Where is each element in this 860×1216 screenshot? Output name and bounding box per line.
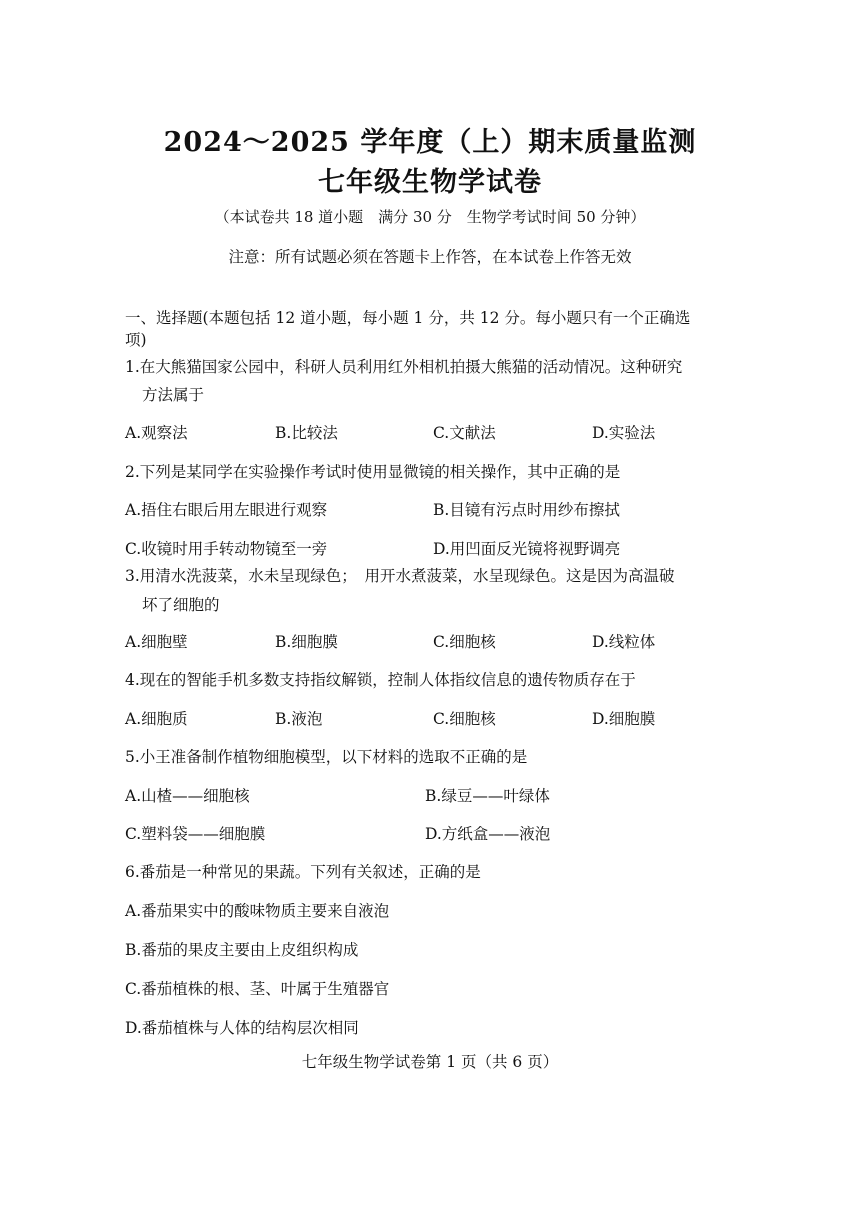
section-heading-cont: 项) xyxy=(125,331,147,349)
question-1-option-a: A.观察法 xyxy=(125,424,188,442)
question-1-option-d: D.实验法 xyxy=(592,424,656,442)
question-5-option-c: C.塑料袋——细胞膜 xyxy=(125,825,266,843)
question-5-option-b: B.绿豆——叶绿体 xyxy=(425,787,550,805)
question-1-option-b: B.比较法 xyxy=(275,424,338,442)
question-3-stem-cont: 坏了细胞的 xyxy=(142,596,220,614)
question-4-option-d: D.细胞膜 xyxy=(592,710,656,728)
question-3-option-a: A.细胞壁 xyxy=(125,633,188,651)
question-5-stem: 5.小王准备制作植物细胞模型，以下材料的选取不正确的是 xyxy=(125,748,528,766)
question-3-option-d: D.线粒体 xyxy=(592,633,656,651)
question-6-option-a: A.番茄果实中的酸味物质主要来自液泡 xyxy=(125,902,390,920)
question-5-option-a: A.山楂——细胞核 xyxy=(125,787,250,805)
question-6-option-b: B.番茄的果皮主要由上皮组织构成 xyxy=(125,941,359,959)
question-3-option-b: B.细胞膜 xyxy=(275,633,338,651)
question-2-option-b: B.目镜有污点时用纱布擦拭 xyxy=(433,501,620,519)
question-1-stem: 1.在大熊猫国家公园中，科研人员利用红外相机拍摄大熊猫的活动情况。这种研究 xyxy=(125,358,683,376)
exam-subject-title: 七年级生物学试卷 xyxy=(318,167,542,198)
question-1-option-c: C.文献法 xyxy=(433,424,496,442)
question-4-option-a: A.细胞质 xyxy=(125,710,188,728)
page-footer: 七年级生物学试卷第 1 页（共 6 页） xyxy=(301,1053,559,1071)
question-3-option-c: C.细胞核 xyxy=(433,633,496,651)
question-2-option-d: D.用凹面反光镜将视野调亮 xyxy=(433,540,621,558)
question-2-option-a: A.捂住右眼后用左眼进行观察 xyxy=(125,501,328,519)
question-6-option-c: C.番茄植株的根、茎、叶属于生殖器官 xyxy=(125,980,390,998)
question-1-stem-cont: 方法属于 xyxy=(142,386,205,404)
question-2-stem: 2.下列是某同学在实验操作考试时使用显微镜的相关操作，其中正确的是 xyxy=(125,463,621,481)
question-2-option-c: C.收镜时用手转动物镜至一旁 xyxy=(125,540,328,558)
question-6-option-d: D.番茄植株与人体的结构层次相同 xyxy=(125,1019,359,1037)
question-4-stem: 4.现在的智能手机多数支持指纹解锁，控制人体指纹信息的遗传物质存在于 xyxy=(125,671,636,689)
question-4-option-c: C.细胞核 xyxy=(433,710,496,728)
question-3-stem: 3.用清水洗菠菜，水未呈现绿色； 用开水煮菠菜，水呈现绿色。这是因为高温破 xyxy=(125,567,675,585)
question-5-option-d: D.方纸盒——液泡 xyxy=(425,825,551,843)
section-heading: 一、选择题(本题包括 12 道小题，每小题 1 分，共 12 分。每小题只有一个正确选 xyxy=(125,309,691,327)
question-4-option-b: B.液泡 xyxy=(275,710,323,728)
exam-info: （本试卷共 18 道小题 满分 30 分 生物学考试时间 50 分钟） xyxy=(214,208,646,226)
exam-title: 2024～2025 学年度（上）期末质量监测 xyxy=(163,127,697,158)
exam-notice: 注意：所有试题必须在答题卡上作答，在本试卷上作答无效 xyxy=(228,248,632,266)
question-6-stem: 6.番茄是一种常见的果蔬。下列有关叙述，正确的是 xyxy=(125,863,481,881)
